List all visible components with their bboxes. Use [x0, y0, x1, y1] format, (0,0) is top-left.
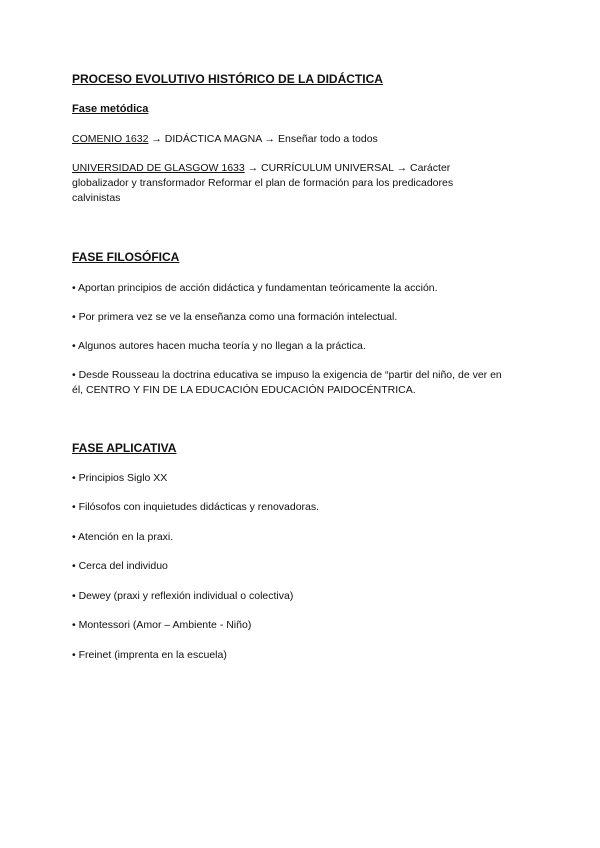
glasgow-line — [72, 161, 502, 206]
aplicativa-bullet: • Montessori (Amor – Ambiente - Niño) — [72, 619, 252, 631]
aplicativa-bullet: • Filósofos con inquietudes didácticas y renovadoras. — [72, 501, 320, 513]
aplicativa-bullet: • Principios Siglo XX — [72, 472, 168, 484]
aplicativa-bullet: • Cerca del individuo — [72, 560, 168, 572]
comenio-text: → DIDÁCTICA MAGNA → Enseñar todo a todos — [148, 133, 378, 145]
filosofica-bullet: • Por primera vez se ve la enseñanza como una formación intelectual. — [72, 311, 398, 323]
filosofica-bullet: • Aportan principios de acción didáctica y fundamentan teóricamente la acción. — [72, 282, 438, 294]
comenio-link: COMENIO 1632 — [72, 133, 149, 145]
filosofica-bullet: • Desde Rousseau la doctrina educativa se impuso la exigencia de “partir del niño, de ver en él, CENTRO Y FIN DE LA EDUCACIÓN EDUCACIÓN PAIDOCÉNTRICA. — [72, 369, 502, 396]
glasgow-link: UNIVERSIDAD DE GLASGOW 1633 — [72, 162, 245, 174]
aplicativa-bullet: • Freinet (imprenta en la escuela) — [72, 649, 227, 661]
comenio-line — [72, 132, 502, 147]
fase-aplicativa-heading: FASE APLICATIVA — [72, 441, 177, 455]
aplicativa-bullet: • Dewey (praxi y reflexión individual o colectiva) — [72, 590, 294, 602]
filosofica-bullet: • Algunos autores hacen mucha teoría y no llegan a la práctica. — [72, 340, 366, 352]
fase-filosofica-heading: FASE FILOSÓFICA — [72, 250, 180, 264]
page-title: PROCESO EVOLUTIVO HISTÓRICO DE LA DIDÁCTICA — [72, 72, 383, 86]
glasgow-text: → CURRÍCULUM UNIVERSAL → Carácter globalizador y transformador Reformar el plan de formación para los predicadores calvinistas — [72, 162, 454, 204]
fase-metodica-heading: Fase metódica — [72, 103, 149, 115]
aplicativa-bullet: • Atención en la praxi. — [72, 531, 174, 543]
